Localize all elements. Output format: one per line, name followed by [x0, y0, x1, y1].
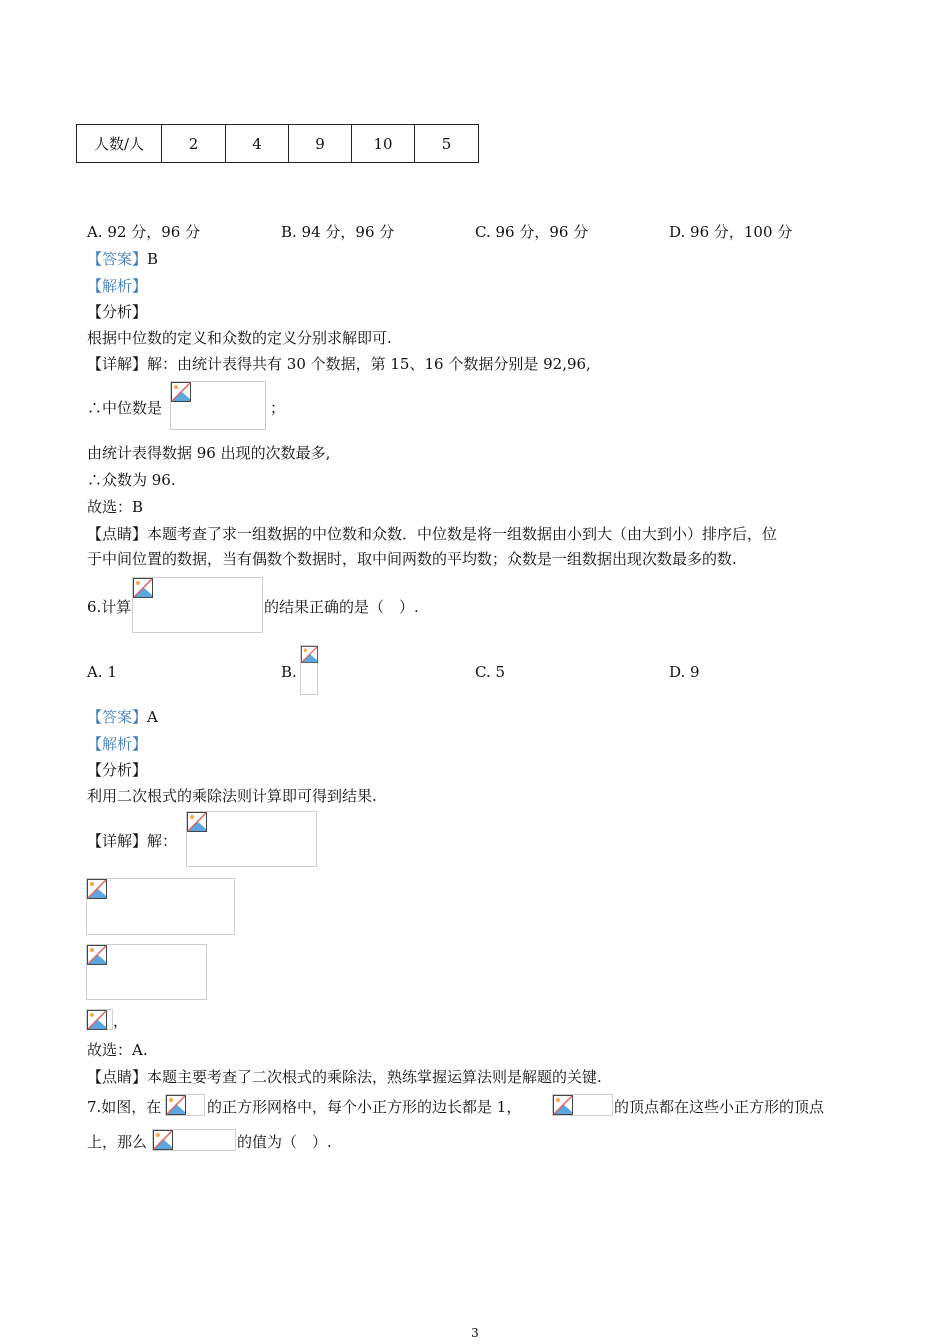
- option-c: C. 5: [475, 663, 506, 681]
- answer-value: B: [147, 250, 159, 268]
- q7-line1-b: 的正方形网格中，每个小正方形的边长都是 1，: [207, 1098, 522, 1116]
- analysis-tag: 【解析】: [87, 277, 148, 295]
- broken-image-icon: [87, 1010, 107, 1030]
- page-number: 3: [471, 1326, 479, 1340]
- formula-image: [552, 1094, 613, 1116]
- answer-tag: 【答案】: [87, 708, 148, 726]
- q7-line1-c: 的顶点都在这些小正方形的顶点: [614, 1098, 825, 1116]
- broken-image-icon: [87, 879, 107, 899]
- option-d: D. 96 分，100 分: [669, 223, 793, 241]
- formula-image: [86, 878, 235, 935]
- broken-image-icon: [153, 1130, 173, 1150]
- formula-image: [152, 1129, 236, 1151]
- broken-image-icon: [133, 578, 153, 598]
- row-label: 人数/人: [77, 125, 162, 163]
- fenxi-text: 根据中位数的定义和众数的定义分别求解即可.: [87, 329, 392, 347]
- comment-line: 【点睛】本题主要考查了二次根式的乘除法，熟练掌握运算法则是解题的关键.: [87, 1068, 602, 1086]
- comment-line-1: 【点睛】本题考查了求一组数据的中位数和众数．中位数是将一组数据由小到大（由大到小）排序后，位: [87, 525, 778, 543]
- formula-image: [165, 1094, 205, 1116]
- table-cell: 4: [226, 125, 289, 163]
- option-d: D. 9: [669, 663, 700, 681]
- broken-image-icon: [187, 812, 207, 832]
- mode-line-1: 由统计表得数据 96 出现的次数最多,: [87, 444, 331, 462]
- answer-line: [87, 707, 158, 727]
- option-b: B. 94 分，96 分: [281, 223, 395, 241]
- option-b: B.: [281, 663, 297, 681]
- q7-line2-b: 的值为（ ）.: [237, 1133, 332, 1151]
- formula-image: [170, 381, 266, 430]
- choose-line: 故选：B: [87, 498, 144, 516]
- choose-line: 故选：A.: [87, 1041, 148, 1059]
- q6-stem-suffix: 的结果正确的是（ ）.: [264, 598, 419, 616]
- option-a: A. 92 分，96 分: [87, 223, 201, 241]
- mode-line-2: ∴众数为 96.: [87, 471, 176, 489]
- broken-image-icon: [553, 1095, 573, 1115]
- option-a: A. 1: [87, 663, 117, 681]
- broken-image-icon: [301, 646, 318, 663]
- fenxi-tag: 【分析】: [87, 303, 148, 321]
- answer-tag: 【答案】: [87, 250, 148, 268]
- broken-image-icon: [171, 382, 191, 402]
- table-row: [77, 125, 479, 163]
- table-cell: 9: [289, 125, 352, 163]
- option-c: C. 96 分，96 分: [475, 223, 589, 241]
- formula-image: [86, 944, 207, 1000]
- q7-line2-a: 上，那么: [87, 1133, 148, 1151]
- table-cell: 10: [352, 125, 415, 163]
- q7-line1-a: 7.如图，在: [87, 1098, 162, 1116]
- stats-table: [76, 124, 479, 163]
- q6-stem-prefix: 6.计算: [87, 598, 132, 616]
- comma: ，: [113, 1012, 129, 1030]
- answer-line: [87, 249, 158, 269]
- fenxi-text: 利用二次根式的乘除法则计算即可得到结果.: [87, 787, 377, 805]
- table-cell: 5: [415, 125, 479, 163]
- median-prefix: ∴中位数是: [87, 399, 163, 417]
- formula-image: [132, 577, 263, 633]
- comment-line-2: 于中间位置的数据，当有偶数个数据时，取中间两数的平均数；众数是一组数据出现次数最多的数.: [87, 550, 737, 568]
- formula-image: [300, 645, 318, 695]
- fenxi-tag: 【分析】: [87, 761, 148, 779]
- detail-line: 【详解】解：由统计表得共有 30 个数据，第 15、16 个数据分别是 92,96,: [87, 355, 591, 373]
- answer-value: A: [147, 708, 158, 726]
- detail-prefix: 【详解】解：: [87, 832, 178, 850]
- formula-image: [186, 811, 317, 867]
- analysis-tag: 【解析】: [87, 735, 148, 753]
- table-cell: 2: [162, 125, 226, 163]
- formula-image: [86, 1009, 113, 1030]
- broken-image-icon: [87, 945, 107, 965]
- median-suffix: ；: [270, 399, 286, 417]
- broken-image-icon: [166, 1095, 186, 1115]
